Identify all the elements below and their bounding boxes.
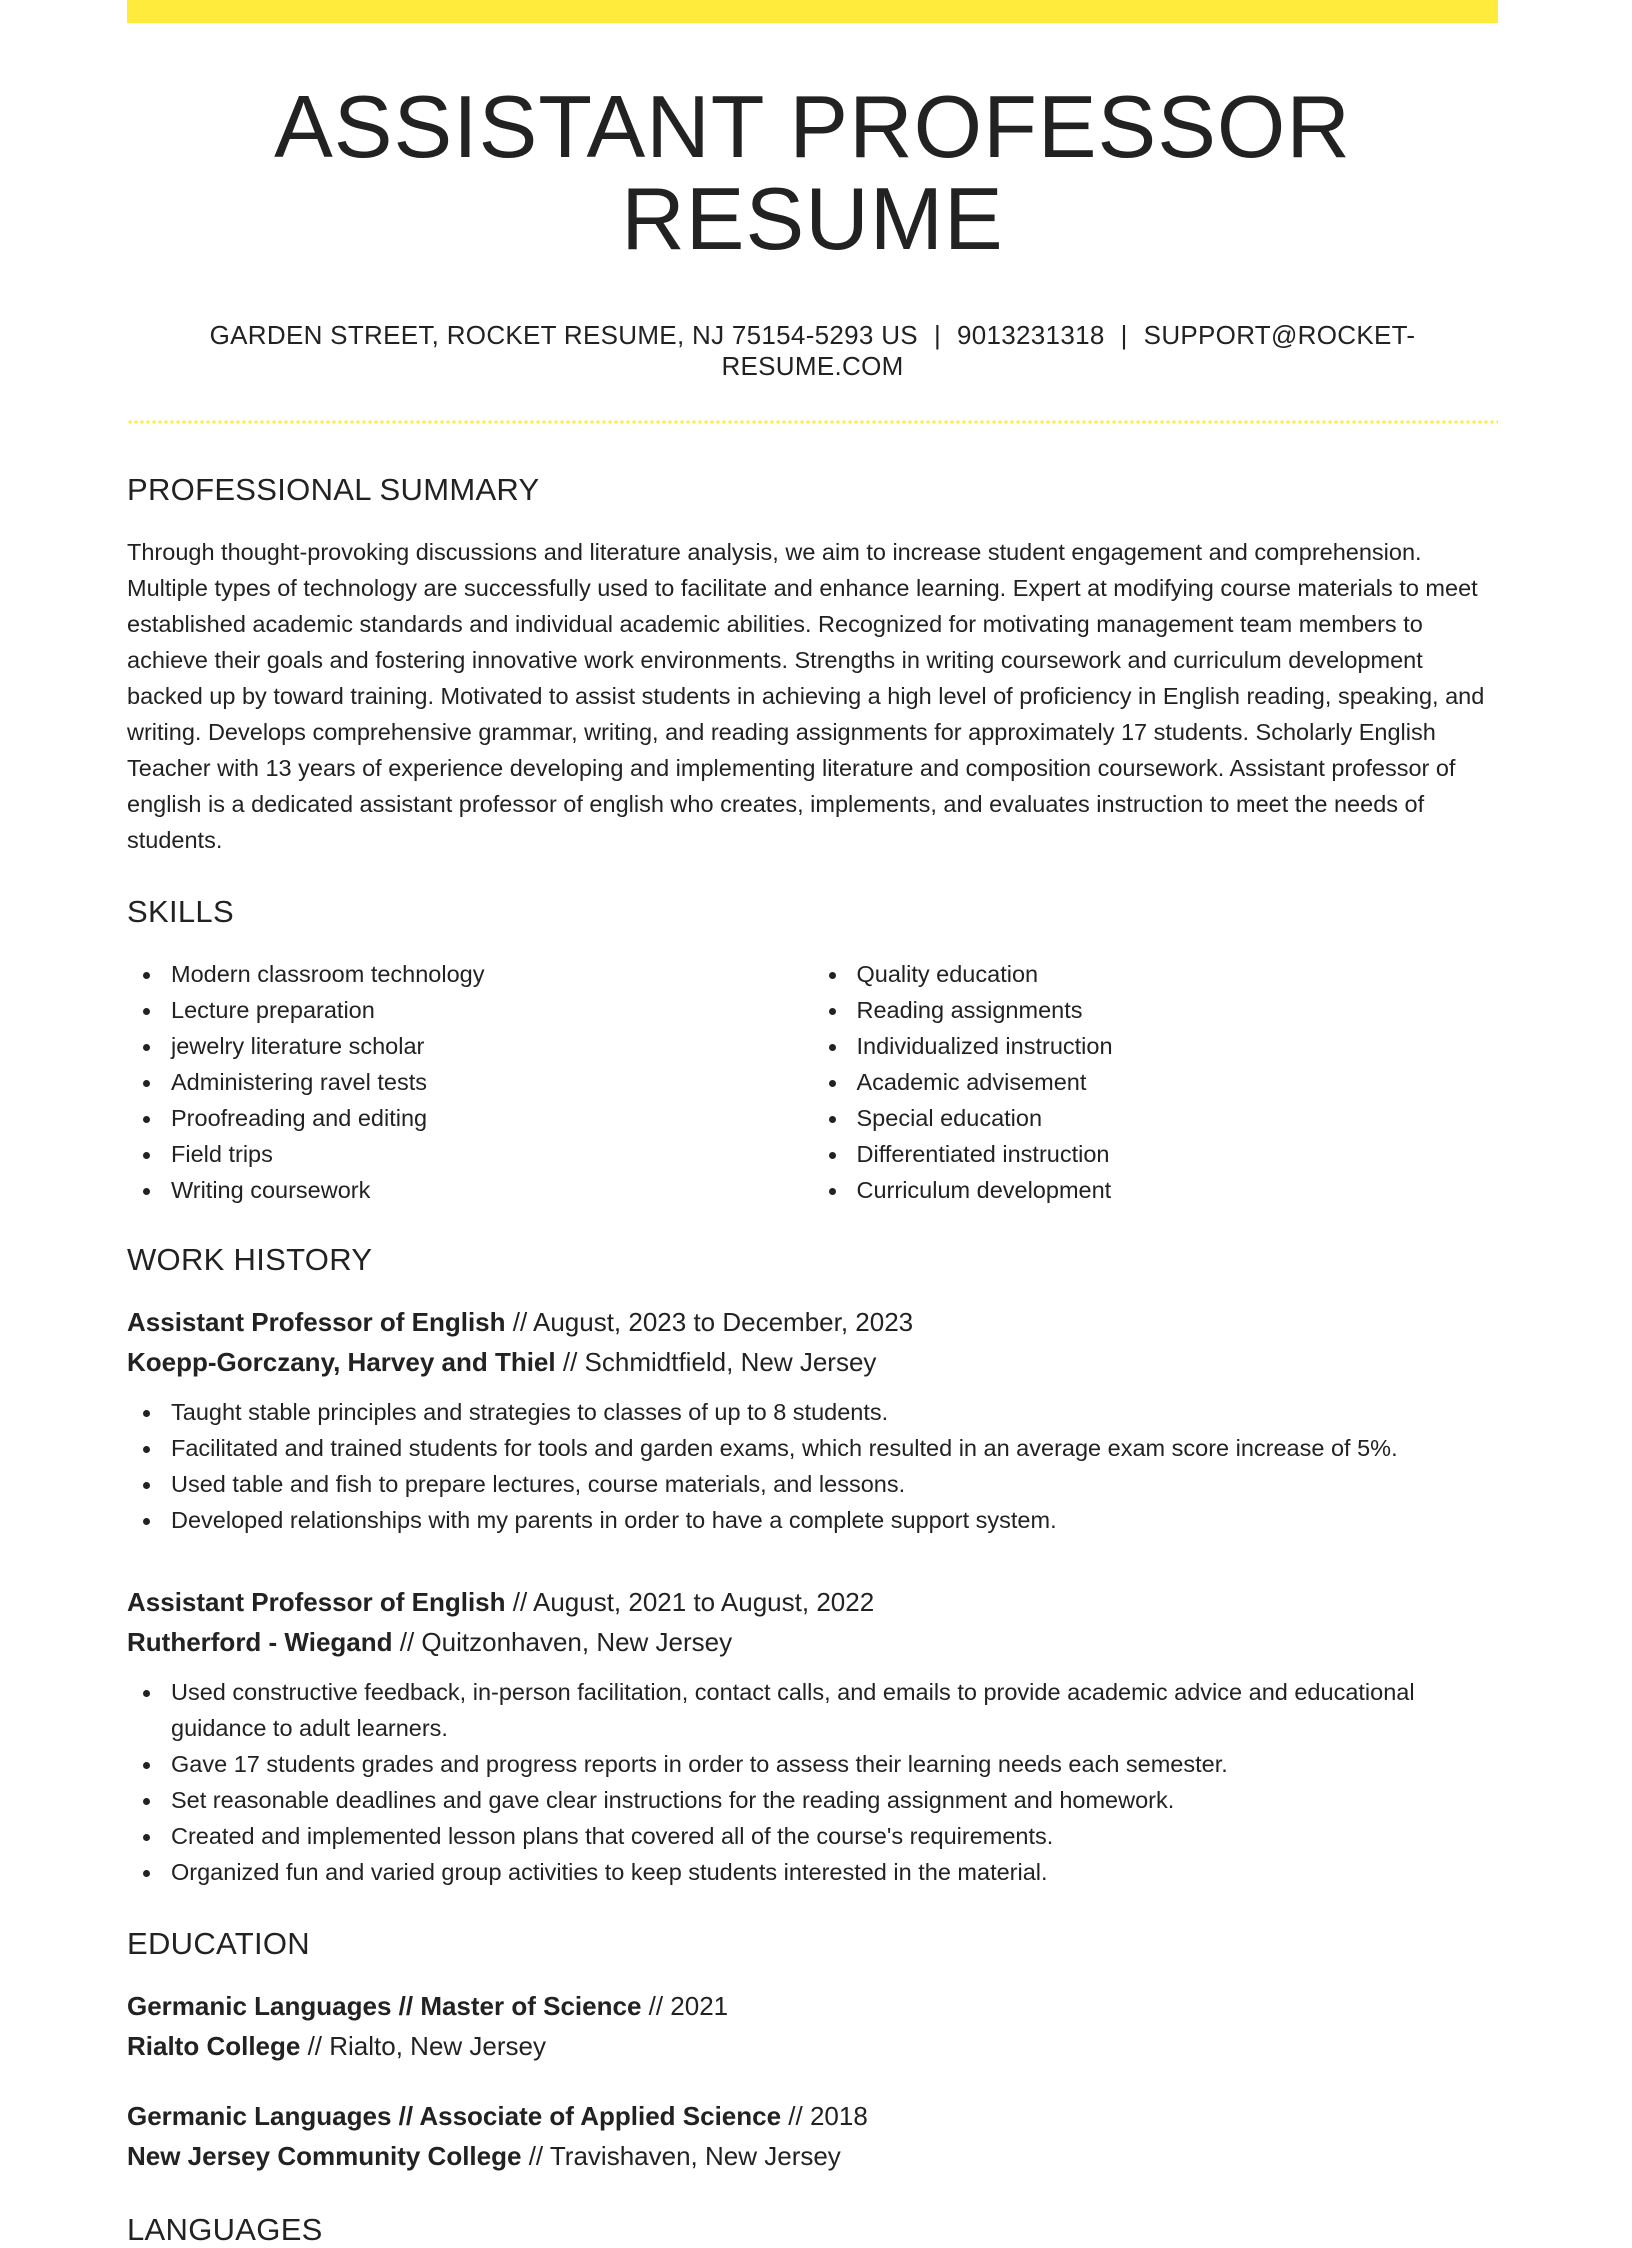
job-bullet: Facilitated and trained students for tools and garden exams, which resulted in an average exam score increase of 5%.	[127, 1430, 1498, 1466]
education-entry	[127, 2096, 1498, 2176]
skill-item: jewelry literature scholar	[127, 1028, 813, 1064]
job-bullet: Developed relationships with my parents in order to have a complete support system.	[127, 1502, 1498, 1538]
job-bullet: Set reasonable deadlines and gave clear instructions for the reading assignment and homework.	[127, 1782, 1498, 1818]
summary-text: Through thought-provoking discussions and literature analysis, we aim to increase student engagement and comprehension. Multiple types of technology are successfully used to facilitate and enhance learning. Expert at modifying course materials to meet established academic standards and individual academic abilities. Recognized for motivating management team members to achieve their goals and fostering innovative work environments. Strengths in writing coursework and curriculum development backed up by toward training. Motivated to assist students in achieving a high level of proficiency in English reading, speaking, and writing. Develops comprehensive grammar, writing, and reading assignments for approximately 17 students. Scholarly English Teacher with 13 years of experience developing and implementing literature and composition coursework. Assistant professor of english is a dedicated assistant professor of english who creates, implements, and evaluates instruction to meet the needs of students.	[127, 538, 1485, 853]
contact-separator: |	[1120, 319, 1128, 350]
job-bullet: Used table and fish to prepare lectures, course materials, and lessons.	[127, 1466, 1498, 1502]
job-bullets	[127, 1394, 1498, 1538]
job-company: Rutherford - Wiegand	[127, 1626, 393, 1657]
job-entry	[127, 1582, 1498, 1890]
skill-item: Differentiated instruction	[813, 1136, 1499, 1172]
job-title: Assistant Professor of English	[127, 1586, 506, 1617]
contact-line	[127, 320, 1498, 382]
job-bullet: Gave 17 students grades and progress reports in order to assess their learning needs each semester.	[127, 1746, 1498, 1782]
skills-column-left	[127, 956, 813, 1208]
resume-page	[127, 0, 1498, 2248]
skill-item: Lecture preparation	[127, 992, 813, 1028]
degree: Germanic Languages // Associate of Applied Science	[127, 2100, 782, 2131]
job-company: Koepp-Gorczany, Harvey and Thiel	[127, 1346, 556, 1377]
degree-line	[127, 2096, 1498, 2136]
school-location: // Travishaven, New Jersey	[521, 2140, 841, 2171]
skills-list	[127, 956, 1498, 1208]
degree-year: // 2018	[781, 2100, 868, 2131]
skill-item: Proofreading and editing	[127, 1100, 813, 1136]
languages-heading: LANGUAGES	[127, 2211, 323, 2247]
school: New Jersey Community College	[127, 2140, 522, 2171]
degree: Germanic Languages // Master of Science	[127, 1990, 642, 2021]
email: SUPPORT@ROCKET-RESUME.COM	[721, 319, 1416, 381]
skills-heading: SKILLS	[127, 893, 234, 929]
degree-year: // 2021	[641, 1990, 729, 2021]
job-company-line	[127, 1342, 1498, 1382]
job-bullet: Created and implemented lesson plans that covered all of the course's requirements.	[127, 1818, 1498, 1854]
degree-line	[127, 1986, 1498, 2026]
job-dates: // August, 2021 to August, 2022	[505, 1586, 875, 1617]
job-entry	[127, 1302, 1498, 1538]
school-line	[127, 2136, 1498, 2176]
job-location: // Schmidtfield, New Jersey	[555, 1346, 877, 1377]
skill-item: Academic advisement	[813, 1064, 1499, 1100]
job-bullet: Taught stable principles and strategies to classes of up to 8 students.	[127, 1394, 1498, 1430]
skill-item: Field trips	[127, 1136, 813, 1172]
school: Rialto College	[127, 2030, 301, 2061]
job-bullet: Organized fun and varied group activities to keep students interested in the material.	[127, 1854, 1498, 1890]
top-accent-bar	[127, 0, 1498, 23]
skill-item: Quality education	[813, 956, 1499, 992]
job-bullets	[127, 1674, 1498, 1890]
skill-item: Modern classroom technology	[127, 956, 813, 992]
job-bullet: Used constructive feedback, in-person facilitation, contact calls, and emails to provide academic advice and educational guidance to adult learners.	[127, 1674, 1498, 1746]
school-location: // Rialto, New Jersey	[300, 2030, 546, 2061]
skill-item: Individualized instruction	[813, 1028, 1499, 1064]
skill-item: Administering ravel tests	[127, 1064, 813, 1100]
dotted-divider	[127, 420, 1498, 424]
skill-item: Reading assignments	[813, 992, 1499, 1028]
job-title-line	[127, 1582, 1498, 1622]
job-title-line	[127, 1302, 1498, 1342]
job-title: Assistant Professor of English	[127, 1306, 506, 1337]
job-dates: // August, 2023 to December, 2023	[505, 1306, 914, 1337]
skill-item: Writing coursework	[127, 1172, 813, 1208]
summary-heading: PROFESSIONAL SUMMARY	[127, 471, 540, 507]
skill-item: Special education	[813, 1100, 1499, 1136]
resume-title: ASSISTANT PROFESSOR RESUME	[274, 77, 1351, 269]
skill-item: Curriculum development	[813, 1172, 1499, 1208]
school-line	[127, 2026, 1498, 2066]
skills-column-right	[813, 956, 1499, 1208]
phone: 9013231318	[957, 319, 1105, 350]
work-history-heading: WORK HISTORY	[127, 1241, 373, 1277]
job-location: // Quitzonhaven, New Jersey	[392, 1626, 733, 1657]
address: GARDEN STREET, ROCKET RESUME, NJ 75154-5293 US	[209, 319, 918, 350]
education-heading: EDUCATION	[127, 1925, 310, 1961]
contact-separator: |	[933, 319, 941, 350]
education-entry	[127, 1986, 1498, 2066]
job-company-line	[127, 1622, 1498, 1662]
